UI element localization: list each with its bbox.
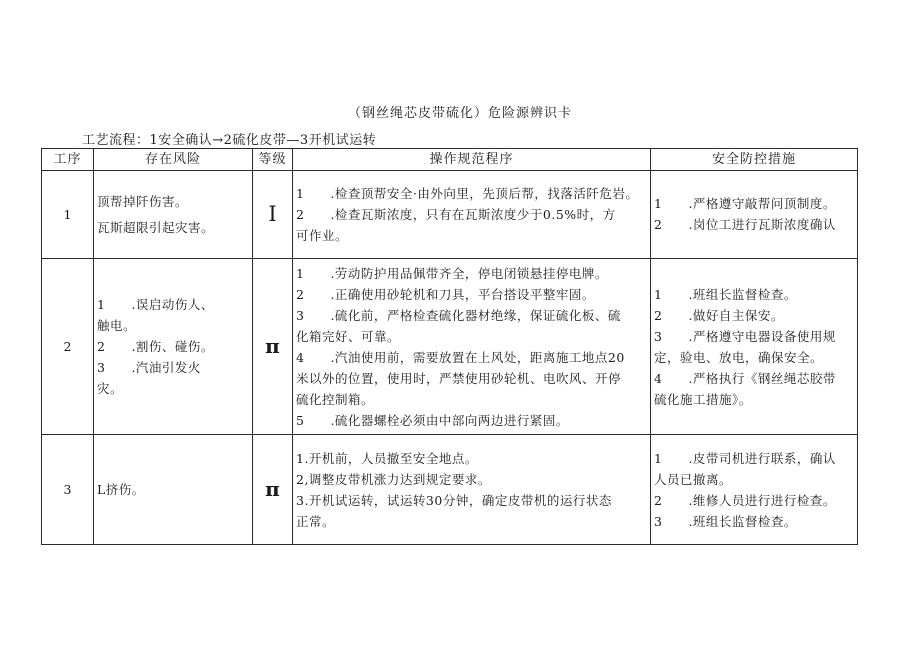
procedure-number: 3 <box>42 435 94 545</box>
safety-line: 2 .维修人员进行进行检查。 <box>654 492 836 508</box>
procedure-number: 2 <box>42 259 94 435</box>
operation-cell <box>293 259 651 435</box>
procedure-number: 1 <box>42 171 94 259</box>
header-grade: 等级 <box>253 149 293 171</box>
table-row <box>42 259 858 435</box>
safety-line: 4 .严格执行《钢丝绳芯胶带 <box>654 370 836 386</box>
risk-cell <box>94 435 253 545</box>
safety-cell <box>651 259 858 435</box>
operation-line: 5 .硫化器螺栓必须由中部向两边进行紧固。 <box>296 412 569 428</box>
risk-cell <box>94 171 253 259</box>
table-row <box>42 435 858 545</box>
header-risk: 存在风险 <box>94 149 253 171</box>
safety-line: 3 .班组长监督检查。 <box>654 513 797 529</box>
table-row <box>42 171 858 259</box>
risk-line: 灾。 <box>97 381 124 396</box>
risk-line: 3 .汽油引发火 <box>97 360 201 375</box>
header-safety: 安全防控措施 <box>651 149 858 171</box>
operation-line: 2 .正确使用砂轮机和刀具，平台搭设平整牢固。 <box>296 286 595 302</box>
safety-line: 2 .岗位工进行瓦斯浓度确认 <box>654 217 836 232</box>
operation-line: 硫化控制箱。 <box>296 391 375 407</box>
process-flow: 工艺流程：1安全确认→2硫化皮带—3开机试运转 <box>82 133 377 148</box>
operation-line: 3 .硫化前，严格检查硫化器材绝缘，保证硫化板、硫 <box>296 307 621 323</box>
operation-line: 可作业。 <box>296 228 349 243</box>
safety-line: 硫化施工措施》。 <box>654 391 752 407</box>
safety-line: 3 .严格遵守电器设备使用规 <box>654 328 836 344</box>
grade-cell: π <box>253 435 293 545</box>
operation-cell <box>293 171 651 259</box>
risk-line: 触电。 <box>97 318 137 333</box>
operation-line: 1.开机前，人员撤至安全地点。 <box>296 450 478 466</box>
operation-line: 1 .检查顶帮安全·由外向里，先顶后帮，找落活阡危岩。 <box>296 186 639 201</box>
safety-cell <box>651 171 858 259</box>
risk-line: L挤伤。 <box>97 482 145 497</box>
safety-line: 定，验电、放电，确保安全。 <box>654 349 824 365</box>
operation-line: 1 .劳动防护用品佩带齐全，停电闭锁悬挂停电牌。 <box>296 265 608 281</box>
safety-line: 1 .严格遵守敲帮问顶制度。 <box>654 196 836 211</box>
grade-cell: I <box>253 171 293 259</box>
operation-line: 正常。 <box>296 513 336 529</box>
operation-line: 2,调整皮带机涨力达到规定要求。 <box>296 471 491 487</box>
safety-line: 1 .班组长监督检查。 <box>654 286 797 302</box>
header-row <box>42 149 858 171</box>
safety-line: 2 .做好自主保安。 <box>654 307 784 323</box>
operation-line: 米以外的位置，使用时，严禁使用砂轮机、电吹风、开停 <box>296 370 622 386</box>
operation-line: 4 .汽油使用前，需要放置在上风处，距离施工地点20 <box>296 349 625 365</box>
safety-cell <box>651 435 858 545</box>
risk-line: 1 .误启动伤人、 <box>97 297 214 312</box>
operation-line: 化箱完好、可靠。 <box>296 328 401 344</box>
card-title: （钢丝绳芯皮带硫化）危险源辨识卡 <box>347 106 572 121</box>
operation-line: 3.开机试运转，试运转30分钟，确定皮带机的运行状态 <box>296 492 612 508</box>
operation-cell <box>293 435 651 545</box>
grade-cell: π <box>253 259 293 435</box>
risk-line: 瓦斯超限引起灾害。 <box>97 220 215 235</box>
safety-line: 1 .皮带司机进行联系，确认 <box>654 450 836 466</box>
hazard-table <box>41 148 858 545</box>
risk-cell <box>94 259 253 435</box>
safety-line: 人员已撤离。 <box>654 471 733 487</box>
header-procedure: 工序 <box>42 149 94 171</box>
risk-line: 顶帮掉阡伤害。 <box>97 194 189 209</box>
header-operation: 操作规范程序 <box>293 149 651 171</box>
operation-line: 2 .检查瓦斯浓度，只有在瓦斯浓度少于0.5%时，方 <box>296 207 616 222</box>
risk-line: 2 .割伤、碰伤。 <box>97 339 214 354</box>
